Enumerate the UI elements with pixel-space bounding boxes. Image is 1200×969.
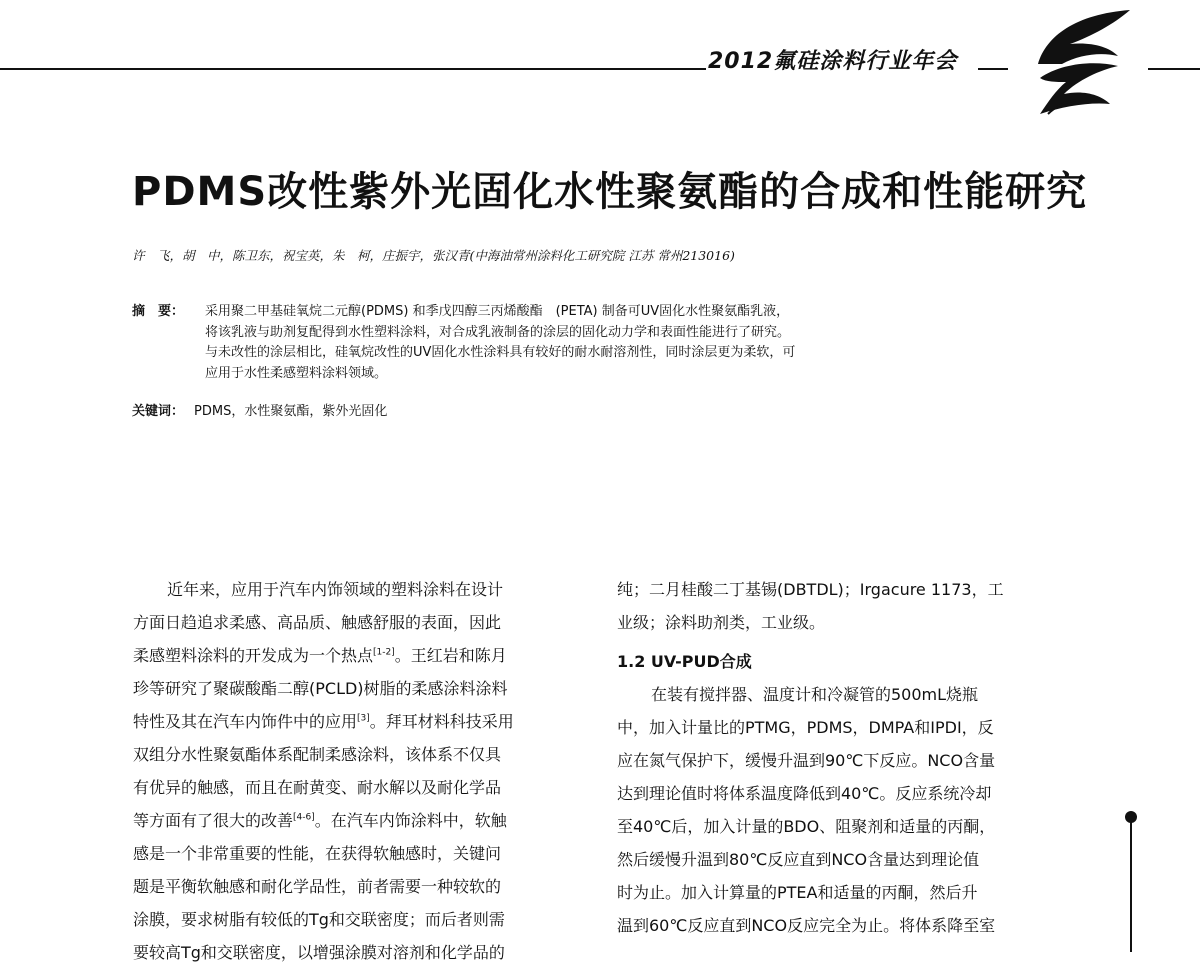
abstract-line: 采用聚二甲基硅氧烷二元醇(PDMS) 和季戊四醇三丙烯酸酯 (PETA) 制备可UV固化水性聚氨酯乳液， bbox=[205, 304, 790, 319]
leaf-logo-icon bbox=[1026, 6, 1136, 118]
header-rule-left bbox=[0, 68, 706, 70]
body-line: 在装有搅拌器、温度计和冷凝管的500mL烧瓶 bbox=[651, 685, 979, 704]
margin-pin-icon bbox=[1124, 810, 1138, 952]
body-text: 。王红岩和陈月 bbox=[394, 646, 507, 665]
conference-title: 2012氟硅涂料行业年会 bbox=[708, 49, 958, 74]
body-line: 题是平衡软触感和耐化学品性，前者需要一种较软的 bbox=[133, 877, 502, 896]
keywords bbox=[132, 402, 387, 422]
body-line: 涂膜，要求树脂有较低的Tg和交联密度；而后者则需 bbox=[133, 910, 505, 929]
abstract-label: 摘 要： bbox=[132, 304, 185, 319]
body-line: 感是一个非常重要的性能，在获得软触感时，关键问 bbox=[133, 844, 502, 863]
abstract-body bbox=[205, 302, 962, 384]
header-rule-right bbox=[1148, 68, 1200, 70]
body-line: 至40℃后，加入计量的BDO、阻聚剂和适量的丙酮， bbox=[617, 817, 996, 836]
body-line: 达到理论值时将体系温度降低到40℃。反应系统冷却 bbox=[617, 784, 992, 803]
paper-authors: 许 飞，胡 中，陈卫东，祝宝英，朱 柯，庄振宇，张汉青(中海油常州涂料化工研究院 江苏 常州213016) bbox=[132, 248, 735, 263]
abstract-line: 与未改性的涂层相比，硅氧烷改性的UV固化水性涂料具有较好的耐水耐溶剂性，同时涂层更为柔软，可 bbox=[205, 345, 796, 360]
section-heading: 1.2 UV-PUD合成 bbox=[617, 652, 752, 671]
body-line: 方面日趋追求柔感、高品质、触感舒服的表面，因此 bbox=[133, 613, 502, 632]
body-line bbox=[133, 705, 583, 738]
body-line: 双组分水性聚氨酯体系配制柔感涂料，该体系不仅具 bbox=[133, 745, 502, 764]
body-line bbox=[133, 639, 583, 672]
body-text: 。在汽车内饰涂料中，软触 bbox=[314, 811, 507, 830]
abstract-line: 将该乳液与助剂复配得到水性塑料涂料，对合成乳液制备的涂层的固化动力学和表面性能进行了研究。 bbox=[205, 324, 791, 340]
body-line bbox=[133, 804, 583, 837]
body-text: 等方面有了很大的改善 bbox=[133, 811, 294, 830]
body-line: 要较高Tg和交联密度，以增强涂膜对溶剂和化学品的 bbox=[133, 943, 505, 962]
body-line: 应在氮气保护下，缓慢升温到90℃下反应。NCO含量 bbox=[617, 751, 996, 770]
citation: [3] bbox=[357, 713, 370, 724]
body-column-right bbox=[617, 573, 1067, 942]
body-line: 时为止。加入计算量的PTEA和适量的丙酮，然后升 bbox=[617, 883, 978, 902]
body-line: 近年来，应用于汽车内饰领域的塑料涂料在设计 bbox=[167, 580, 504, 599]
body-text: 柔感塑料涂料的开发成为一个热点 bbox=[133, 646, 374, 665]
body-line: 业级；涂料助剂类，工业级。 bbox=[617, 613, 826, 632]
header-rule-mid bbox=[978, 68, 1008, 70]
keywords-label: 关键词： bbox=[132, 404, 185, 419]
body-column-left bbox=[133, 573, 583, 969]
body-text: 。拜耳材料科技采用 bbox=[369, 712, 514, 731]
body-line: 中，加入计量比的PTMG，PDMS，DMPA和IPDI，反 bbox=[617, 718, 994, 737]
abstract bbox=[132, 302, 962, 384]
abstract-line: 应用于水性柔感塑料涂料领域。 bbox=[205, 365, 388, 381]
body-line: 温到60℃反应直到NCO反应完全为止。将体系降至室 bbox=[617, 916, 996, 935]
paper-title: PDMS改性紫外光固化水性聚氨酯的合成和性能研究 bbox=[132, 169, 1088, 215]
body-line: 然后缓慢升温到80℃反应直到NCO含量达到理论值 bbox=[617, 850, 980, 869]
keywords-value: PDMS，水性聚氨酯，紫外光固化 bbox=[194, 404, 388, 419]
body-line: 珍等研究了聚碳酸酯二醇(PCLD)树脂的柔感涂料涂料 bbox=[133, 679, 508, 698]
body-line: 有优异的触感，而且在耐黄变、耐水解以及耐化学品 bbox=[133, 778, 502, 797]
citation: [1-2] bbox=[373, 647, 395, 658]
citation: [4-6] bbox=[293, 812, 315, 823]
body-text: 特性及其在汽车内饰件中的应用 bbox=[133, 712, 358, 731]
body-line: 纯；二月桂酸二丁基锡(DBTDL)；Irgacure 1173，工 bbox=[617, 580, 1004, 599]
